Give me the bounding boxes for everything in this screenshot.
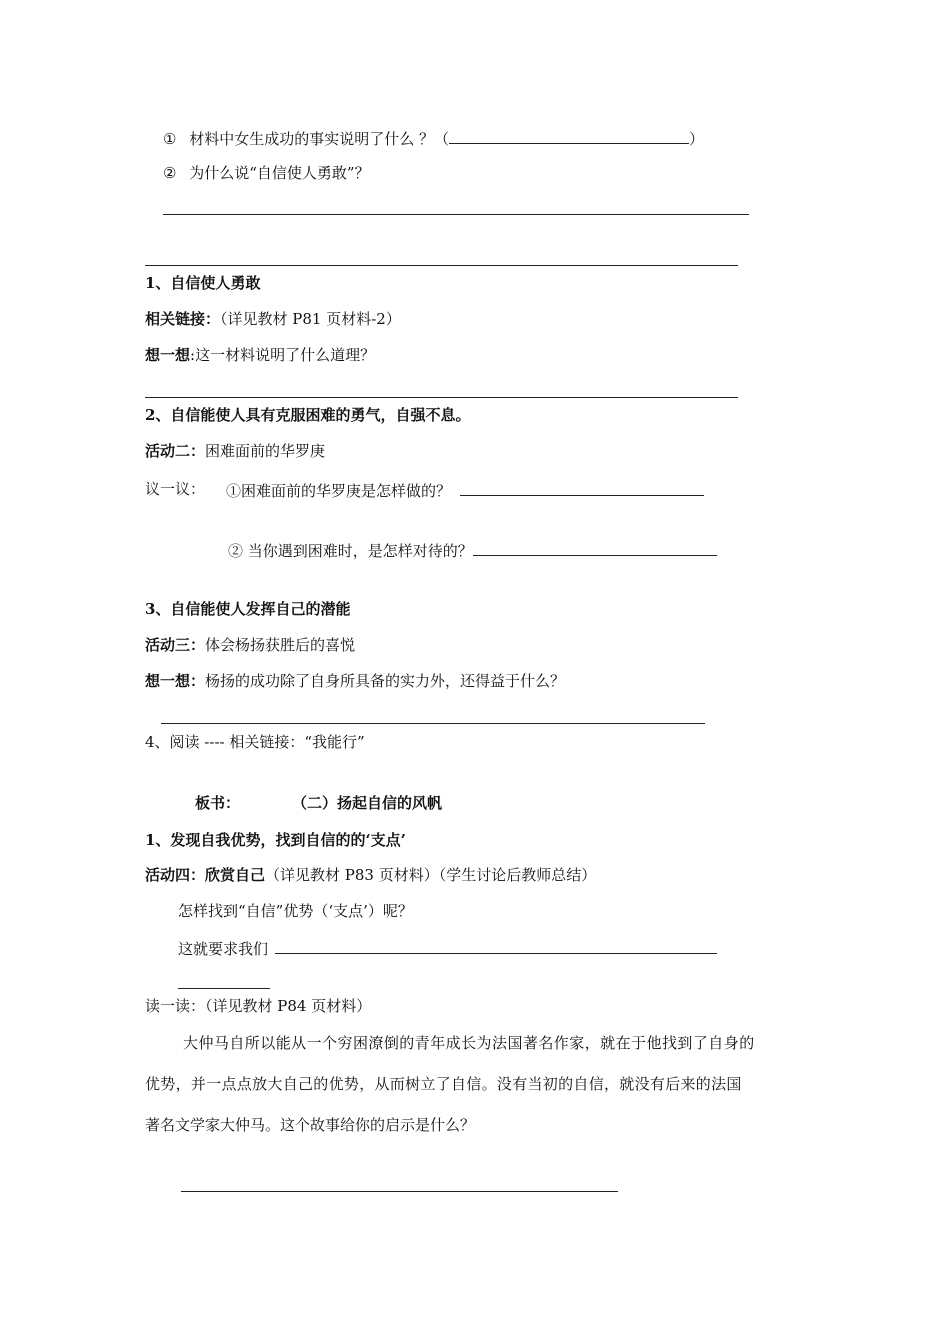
require-line [178,937,717,959]
answer-blank-require[interactable] [275,937,717,954]
discuss-label: 议一议： [145,480,206,498]
related-link-text: （详见教材 P81 页材料-2） [220,310,401,328]
activity-2 [145,441,325,461]
activity-2-label: 活动二： [145,442,206,460]
activity-3-text: 体会杨扬获胜后的喜悦 [205,636,356,654]
activity-4 [145,865,596,885]
discuss-question-1-text: ①困难面前的华罗庚是怎样做的？ [226,482,452,500]
answer-line-think-2[interactable] [161,723,705,724]
question-2-text: 为什么说“自信使人勇敢”？ [189,164,370,182]
activity-4-text: （详见教材 P83 页材料）（学生讨论后教师总结） [265,866,597,884]
reading-4: 4、阅读 ---- 相关链接：“我能行” [145,733,365,751]
answer-blank-discuss-2[interactable] [473,539,717,556]
related-link-label: 相关链接： [145,310,221,328]
related-link-1 [145,309,401,329]
require-text: 这就要求我们 [178,940,269,958]
activity-2-text: 困难面前的华罗庚 [205,442,326,460]
section-4-heading: 1、发现自我优势，找到自信的的‘支点’ [145,831,406,849]
read-text: （详见教材 P84 页材料） [205,997,372,1015]
think-2-label: 想一想： [145,672,206,690]
section-1-heading: 1、自信使人勇敢 [145,274,261,292]
activity-3-label: 活动三： [145,636,206,654]
circled-number-1: ① [163,130,177,148]
question-2 [163,163,370,183]
section-2-heading: 2、自信能使人具有克服困难的勇气，自强不息。 [145,406,471,424]
read-section [145,996,371,1016]
activity-4-label: 活动四：欣赏自己 [145,866,266,884]
board-label: 板书： [195,794,241,812]
activity-3 [145,635,355,655]
answer-line-paragraph[interactable] [181,1191,618,1192]
discuss-question-2-text: ② 当你遇到困难时，是怎样对待的？ [228,542,473,560]
answer-line-q2-b[interactable] [145,265,738,266]
paragraph-line-1: 大仲马自所以能从一个穷困潦倒的青年成长为法国著名作家，就在于他找到了自身的 [183,1034,755,1052]
answer-line-q2-a[interactable] [163,214,749,215]
paragraph-line-2: 优势，并一点点放大自己的优势，从而树立了自信。没有当初的自信，就没有后来的法国 [145,1075,742,1093]
read-label: 读一读： [145,997,206,1015]
question-1-close: ） [689,130,705,148]
answer-blank-discuss-1[interactable] [460,479,704,496]
think-2 [145,671,565,691]
how-question: 怎样找到“自信”优势（‘支点’）呢？ [178,902,413,920]
question-1 [163,127,704,149]
think-2-text: 杨扬的成功除了自身所具备的实力外，还得益于什么？ [205,672,566,690]
board-title: （二）扬起自信的风帆 [292,794,443,812]
discuss-question-1 [226,479,704,501]
paragraph-line-3: 著名文学家大仲马。这个故事给你的启示是什么？ [145,1116,476,1134]
think-text: :这一材料说明了什么道理？ [190,346,376,364]
think-1 [145,345,375,365]
answer-blank-q1[interactable] [449,127,689,144]
section-3-heading: 3、自信能使人发挥自己的潜能 [145,600,351,618]
answer-line-require-cont[interactable] [178,988,270,989]
circled-number-2: ② [163,164,177,182]
think-label: 想一想 [145,346,191,364]
answer-line-think-1[interactable] [145,397,738,398]
discuss-question-2 [228,539,717,561]
question-1-text: 材料中女生成功的事实说明了什么 ？（ [189,130,450,148]
